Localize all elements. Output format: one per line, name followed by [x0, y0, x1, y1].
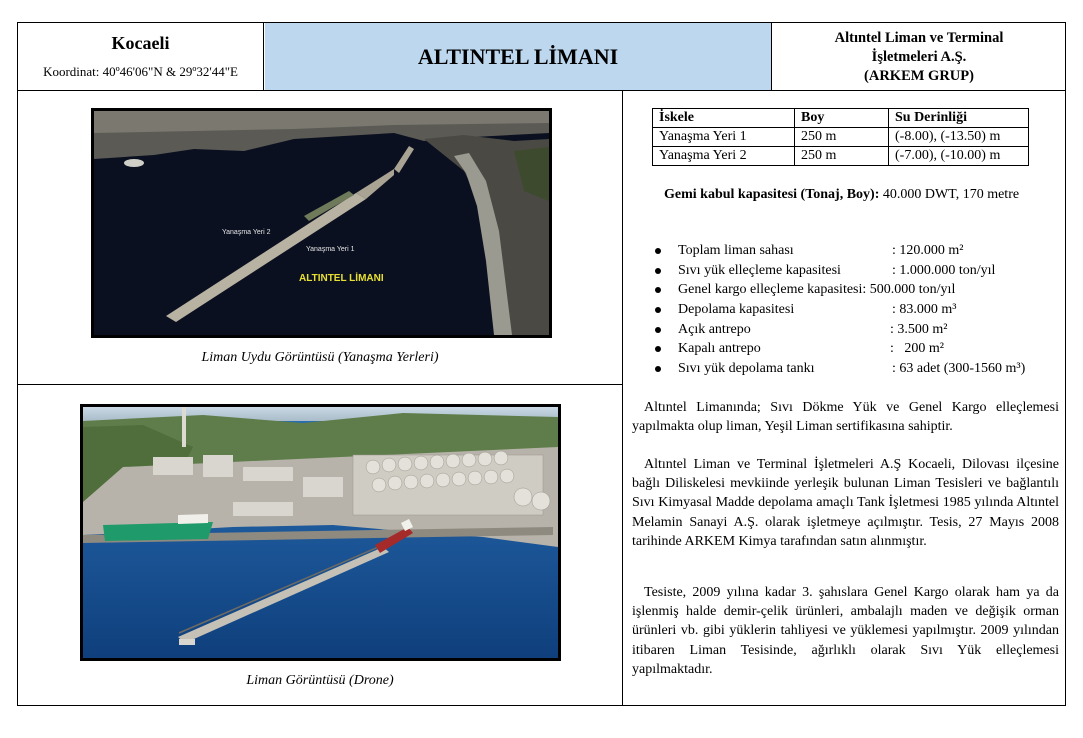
table-row	[653, 147, 1029, 166]
list-item	[652, 339, 1062, 359]
table-cell: (-8.00), (-13.50) m	[889, 128, 1029, 147]
photo-column	[18, 91, 623, 705]
page-title: ALTINTEL LİMANI	[417, 43, 619, 69]
stat-value: : 1.000.000 ton/yıl	[892, 262, 996, 278]
ship-capacity	[652, 185, 1059, 204]
operator-line-1: Altıntel Liman ve Terminal	[834, 30, 1004, 46]
table-cell: 250 m	[795, 147, 889, 166]
stat-value: : 500.000 ton/yıl	[862, 282, 956, 298]
stat-label: Sıvı yük elleçleme kapasitesi	[678, 262, 841, 278]
list-item	[652, 359, 1062, 379]
stat-value: : 120.000 m²	[892, 243, 964, 258]
table-cell: (-7.00), (-10.00) m	[889, 147, 1029, 166]
satellite-photo-cell	[18, 91, 622, 385]
location-cell	[18, 23, 264, 90]
stat-label: Depolama kapasitesi	[678, 302, 795, 318]
stat-label: Kapalı antrepo	[678, 341, 761, 357]
port-info-sheet	[17, 22, 1066, 706]
berth1-label: Yanaşma Yeri 1	[306, 246, 355, 253]
title-cell	[265, 23, 772, 90]
stat-value: : 63 adet (300-1560 m³)	[892, 361, 1026, 377]
list-item	[652, 320, 1062, 340]
stat-label: Açık antrepo	[678, 321, 751, 337]
operator-cell	[773, 23, 1065, 90]
table-cell: 250 m	[795, 128, 889, 147]
berth-table	[652, 108, 1029, 166]
satellite-image	[91, 108, 552, 338]
header-cell: Su Derinliği	[889, 109, 1029, 128]
table-cell: Yanaşma Yeri 1	[653, 128, 795, 147]
description-paragraph: Tesiste, 2009 yılına kadar 3. şahıslara Genel Kargo olarak ham ya da işlenmiş halde demir-çelik ürünleri, ambalajlı maden ve değişik orman ürünleri vb. gibi yüklerin tahliyesi ve yüklemesi yapılmıştır. 2009 yılından itibaren Liman Tesisinde, ağırlıklı olarak Sıvı Yük elleçlemesi yapılmaktadır.	[632, 585, 1059, 677]
stat-value: : 200 m²	[890, 341, 944, 357]
stat-label: Genel kargo elleçleme kapasitesi	[678, 282, 863, 298]
drone-photo-cell	[18, 386, 622, 705]
header-cell: İskele	[653, 109, 795, 128]
city-name: Kocaeli	[111, 33, 170, 53]
header-row	[18, 23, 1065, 91]
list-item	[652, 241, 1062, 261]
list-item	[652, 300, 1062, 320]
drone-caption: Liman Görüntüsü (Drone)	[246, 673, 394, 688]
operator-line-3: (ARKEM GRUP)	[864, 68, 974, 84]
ship-capacity-value: 40.000 DWT, 170 metre	[882, 187, 1020, 202]
stat-value: : 3.500 m²	[890, 321, 948, 337]
description-paragraph: Altıntel Limanında; Sıvı Dökme Yük ve Genel Kargo elleçlemesi yapılmakta olup liman, Yeşil Liman sertifikasına sahiptir.	[632, 400, 1059, 435]
berth-table-header	[653, 109, 1029, 128]
stats-list	[652, 241, 1062, 379]
stat-label: Toplam liman sahası	[678, 243, 794, 258]
operator-line-2: İşletmeleri A.Ş.	[871, 49, 967, 65]
info-column	[624, 91, 1065, 705]
list-item	[652, 280, 1062, 300]
header-cell: Boy	[795, 109, 889, 128]
table-row	[653, 128, 1029, 147]
description-paragraph: Altıntel Liman ve Terminal İşletmeleri A.Ş Kocaeli, Dilovası ilçesine bağlı Diliskelesi mevkiinde yerleşik bulunan Liman Tesisleri ve bağlantılı Sıvı Kimyasal Madde depolama amaçlı Tank İşletmesi 1985 yılında Altıntel Melamin Sanayi A.Ş. olarak işletmeye açılmıştır. Tesis, 27 Mayıs 2008 tarihinde ARKEM Kimya tarafından satın alınmıştır.	[632, 457, 1059, 549]
berth2-label: Yanaşma Yeri 2	[222, 229, 271, 236]
ship-capacity-label: Gemi kabul kapasitesi (Tonaj, Boy):	[664, 187, 880, 202]
drone-image	[80, 404, 561, 661]
satellite-caption: Liman Uydu Görüntüsü (Yanaşma Yerleri)	[201, 350, 439, 365]
port-name-label: ALTINTEL LİMANI	[299, 273, 384, 284]
stat-value: : 83.000 m³	[892, 302, 957, 318]
coordinates: Koordinat: 40º46'06"N & 29º32'44"E	[43, 64, 238, 79]
list-item	[652, 261, 1062, 281]
stat-label: Sıvı yük depolama tankı	[678, 361, 815, 377]
table-cell: Yanaşma Yeri 2	[653, 147, 795, 166]
